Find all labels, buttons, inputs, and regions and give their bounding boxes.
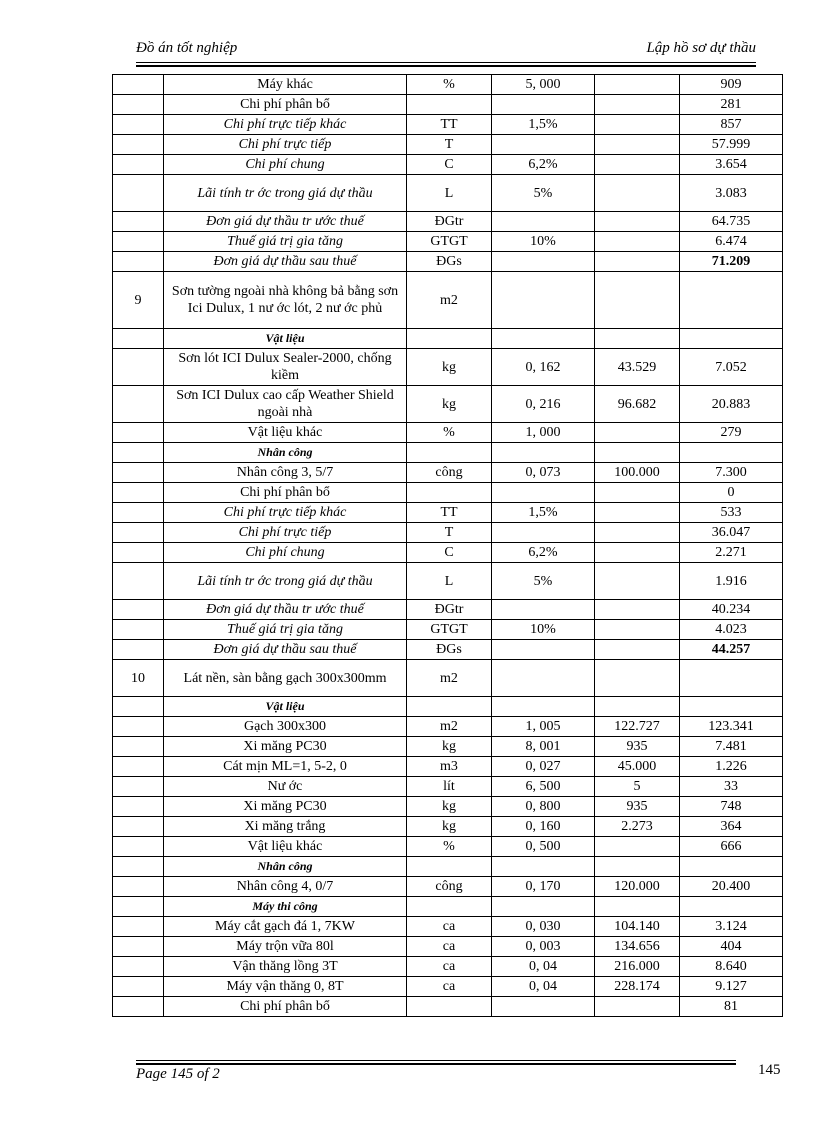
table-row [113, 937, 783, 957]
cell-unit-price [595, 600, 680, 620]
table-row [113, 115, 783, 135]
cell-description: Nhân công [164, 857, 407, 877]
cell-no: 10 [113, 660, 164, 697]
cell-amount: 33 [680, 777, 783, 797]
cell-description: Máy thi công [164, 897, 407, 917]
cost-estimate-table-body [113, 75, 783, 1017]
cell-unit: ca [407, 917, 492, 937]
cell-quantity [492, 329, 595, 349]
cell-description: Chi phí chung [164, 543, 407, 563]
cell-amount: 20.400 [680, 877, 783, 897]
cell-description: Gạch 300x300 [164, 717, 407, 737]
cell-description: Chi phí trực tiếp khác [164, 115, 407, 135]
table-row [113, 797, 783, 817]
cell-amount: 857 [680, 115, 783, 135]
cell-quantity [492, 997, 595, 1017]
table-row [113, 660, 783, 697]
cell-unit: kg [407, 349, 492, 386]
cell-description: Máy vận thăng 0, 8T [164, 977, 407, 997]
cell-description: Vật liệu khác [164, 837, 407, 857]
cell-unit-price: 122.727 [595, 717, 680, 737]
cell-description: Chi phí chung [164, 155, 407, 175]
cell-unit: GTGT [407, 232, 492, 252]
cell-quantity: 0, 003 [492, 937, 595, 957]
table-row [113, 620, 783, 640]
table-row [113, 957, 783, 977]
cell-unit [407, 857, 492, 877]
cell-unit: m2 [407, 660, 492, 697]
cell-unit [407, 329, 492, 349]
cell-unit: kg [407, 737, 492, 757]
cell-quantity: 5, 000 [492, 75, 595, 95]
table-row [113, 212, 783, 232]
cell-description: Đơn giá dự thầu tr ước thuế [164, 600, 407, 620]
cell-quantity [492, 95, 595, 115]
cell-description: Máy cắt gạch đá 1, 7KW [164, 917, 407, 937]
cell-amount: 281 [680, 95, 783, 115]
table-row [113, 523, 783, 543]
cell-quantity [492, 483, 595, 503]
cell-description: Vận thăng lồng 3T [164, 957, 407, 977]
cell-amount: 2.271 [680, 543, 783, 563]
cell-amount [680, 660, 783, 697]
table-row [113, 443, 783, 463]
cell-unit: ĐGs [407, 252, 492, 272]
cell-no [113, 897, 164, 917]
cell-unit-price [595, 155, 680, 175]
cell-no [113, 977, 164, 997]
cell-description: Nư ớc [164, 777, 407, 797]
cell-amount: 36.047 [680, 523, 783, 543]
cell-no: 9 [113, 272, 164, 329]
table-row [113, 386, 783, 423]
cell-quantity [492, 212, 595, 232]
cell-unit-price [595, 543, 680, 563]
cell-unit-price [595, 697, 680, 717]
cell-description: Thuế giá trị gia tăng [164, 620, 407, 640]
table-row [113, 543, 783, 563]
cell-quantity [492, 523, 595, 543]
cell-unit: ĐGtr [407, 212, 492, 232]
cell-description: Sơn lót ICI Dulux Sealer-2000, chống kiềm [164, 349, 407, 386]
cell-no [113, 483, 164, 503]
cell-unit-price: 935 [595, 797, 680, 817]
cell-unit-price: 2.273 [595, 817, 680, 837]
cell-quantity: 0, 160 [492, 817, 595, 837]
cell-no [113, 857, 164, 877]
cell-quantity: 1, 000 [492, 423, 595, 443]
cell-unit-price [595, 232, 680, 252]
cell-unit-price [595, 857, 680, 877]
table-row [113, 897, 783, 917]
cell-description: Vật liệu [164, 329, 407, 349]
cell-quantity: 0, 500 [492, 837, 595, 857]
cell-quantity: 0, 04 [492, 977, 595, 997]
table-row [113, 977, 783, 997]
cell-quantity: 0, 800 [492, 797, 595, 817]
cell-amount: 7.300 [680, 463, 783, 483]
cost-estimate-table [112, 74, 783, 1017]
cell-amount: 8.640 [680, 957, 783, 977]
cell-amount: 364 [680, 817, 783, 837]
cell-amount: 1.226 [680, 757, 783, 777]
cell-unit [407, 997, 492, 1017]
cell-quantity: 0, 04 [492, 957, 595, 977]
cell-quantity [492, 640, 595, 660]
cell-no [113, 543, 164, 563]
table-row [113, 503, 783, 523]
cell-amount: 9.127 [680, 977, 783, 997]
cell-unit-price [595, 423, 680, 443]
cell-unit-price: 120.000 [595, 877, 680, 897]
cell-unit: m3 [407, 757, 492, 777]
cell-amount: 279 [680, 423, 783, 443]
cell-unit-price [595, 523, 680, 543]
cell-unit-price: 228.174 [595, 977, 680, 997]
cell-no [113, 937, 164, 957]
cell-amount: 748 [680, 797, 783, 817]
cell-amount: 533 [680, 503, 783, 523]
footer-rule-thick [136, 1063, 736, 1065]
cell-unit [407, 443, 492, 463]
cell-no [113, 697, 164, 717]
footer-page-label: Page 145 of 2 [136, 1066, 220, 1082]
cell-no [113, 917, 164, 937]
cell-unit: T [407, 135, 492, 155]
cell-quantity: 0, 162 [492, 349, 595, 386]
cell-unit [407, 897, 492, 917]
cell-description: Sơn tường ngoài nhà không bả bằng sơn Ici Dulux, 1 nư ớc lót, 2 nư ớc phủ [164, 272, 407, 329]
cell-unit: công [407, 463, 492, 483]
cell-description: Xi măng trắng [164, 817, 407, 837]
cell-quantity: 6,2% [492, 155, 595, 175]
cell-quantity [492, 135, 595, 155]
cell-description: Cát mịn ML=1, 5-2, 0 [164, 757, 407, 777]
cell-amount: 666 [680, 837, 783, 857]
cell-quantity: 10% [492, 232, 595, 252]
cell-no [113, 563, 164, 600]
cell-unit [407, 697, 492, 717]
cell-description: Đơn giá dự thầu sau thuế [164, 640, 407, 660]
table-row [113, 135, 783, 155]
cell-quantity: 1,5% [492, 503, 595, 523]
cell-amount: 7.481 [680, 737, 783, 757]
cell-amount: 909 [680, 75, 783, 95]
cell-amount [680, 697, 783, 717]
cell-unit-price [595, 563, 680, 600]
cell-no [113, 620, 164, 640]
cell-amount: 123.341 [680, 717, 783, 737]
cell-amount [680, 272, 783, 329]
table-row [113, 483, 783, 503]
table-row [113, 95, 783, 115]
table-row [113, 997, 783, 1017]
cell-amount [680, 897, 783, 917]
cell-quantity [492, 857, 595, 877]
cell-amount: 7.052 [680, 349, 783, 386]
cell-unit-price [595, 837, 680, 857]
cell-amount: 81 [680, 997, 783, 1017]
cell-unit: C [407, 155, 492, 175]
cell-no [113, 463, 164, 483]
cell-no [113, 443, 164, 463]
cell-no [113, 349, 164, 386]
cell-unit-price [595, 252, 680, 272]
cell-no [113, 386, 164, 423]
header-rule [136, 62, 756, 63]
table-row [113, 837, 783, 857]
cell-amount: 404 [680, 937, 783, 957]
cell-unit-price [595, 75, 680, 95]
cell-quantity [492, 897, 595, 917]
cell-no [113, 757, 164, 777]
cell-quantity: 5% [492, 175, 595, 212]
cell-unit-price [595, 620, 680, 640]
cell-unit: L [407, 563, 492, 600]
cell-unit-price [595, 272, 680, 329]
cell-amount: 1.916 [680, 563, 783, 600]
cell-no [113, 503, 164, 523]
cell-unit-price [595, 443, 680, 463]
cell-description: Nhân công 3, 5/7 [164, 463, 407, 483]
cell-no [113, 329, 164, 349]
cell-amount: 3.124 [680, 917, 783, 937]
footer-rule [136, 1060, 736, 1061]
cell-unit: % [407, 423, 492, 443]
cell-unit: TT [407, 115, 492, 135]
cell-description: Xi măng PC30 [164, 737, 407, 757]
table-row [113, 877, 783, 897]
cell-quantity [492, 600, 595, 620]
header-left-title: Đồ án tốt nghiệp [136, 40, 238, 56]
cell-quantity [492, 697, 595, 717]
cell-quantity: 8, 001 [492, 737, 595, 757]
cell-unit-price: 96.682 [595, 386, 680, 423]
cell-amount: 57.999 [680, 135, 783, 155]
cell-unit-price [595, 212, 680, 232]
cell-unit: ca [407, 957, 492, 977]
cell-unit-price [595, 660, 680, 697]
cell-description: Máy trộn vữa 80l [164, 937, 407, 957]
cell-no [113, 877, 164, 897]
cell-no [113, 155, 164, 175]
cell-amount: 71.209 [680, 252, 783, 272]
cell-description: Vật liệu khác [164, 423, 407, 443]
table-row [113, 272, 783, 329]
cell-no [113, 115, 164, 135]
table-row [113, 349, 783, 386]
cell-unit: m2 [407, 717, 492, 737]
cell-unit-price [595, 115, 680, 135]
cell-amount: 0 [680, 483, 783, 503]
cell-quantity: 0, 170 [492, 877, 595, 897]
table-row [113, 175, 783, 212]
cell-no [113, 175, 164, 212]
cell-unit: lít [407, 777, 492, 797]
cell-unit: C [407, 543, 492, 563]
cell-quantity: 1,5% [492, 115, 595, 135]
cell-no [113, 640, 164, 660]
cell-description: Chi phí phân bổ [164, 997, 407, 1017]
cell-unit: TT [407, 503, 492, 523]
cell-quantity: 10% [492, 620, 595, 640]
cell-quantity: 0, 216 [492, 386, 595, 423]
cell-unit: kg [407, 797, 492, 817]
cell-description: Đơn giá dự thầu sau thuế [164, 252, 407, 272]
cell-no [113, 717, 164, 737]
cell-unit-price: 104.140 [595, 917, 680, 937]
cell-unit: GTGT [407, 620, 492, 640]
cell-unit [407, 483, 492, 503]
cell-unit-price [595, 997, 680, 1017]
cell-no [113, 997, 164, 1017]
cell-description: Lát nền, sàn bằng gạch 300x300mm [164, 660, 407, 697]
cell-description: Vật liệu [164, 697, 407, 717]
table-row [113, 777, 783, 797]
cell-unit-price [595, 897, 680, 917]
cell-quantity: 1, 005 [492, 717, 595, 737]
cell-amount: 20.883 [680, 386, 783, 423]
cell-description: Chi phí trực tiếp [164, 135, 407, 155]
footer-page-number: 145 [758, 1062, 781, 1078]
table-row [113, 252, 783, 272]
cell-amount: 6.474 [680, 232, 783, 252]
cell-amount: 64.735 [680, 212, 783, 232]
cell-description: Lãi tính tr ớc trong giá dự thầu [164, 175, 407, 212]
cell-description: Đơn giá dự thầu tr ước thuế [164, 212, 407, 232]
cell-description: Sơn ICI Dulux cao cấp Weather Shield ngoài nhà [164, 386, 407, 423]
cell-no [113, 423, 164, 443]
header-rule-thick [136, 65, 756, 67]
table-row [113, 423, 783, 443]
cell-description: Máy khác [164, 75, 407, 95]
cell-quantity [492, 252, 595, 272]
cell-amount [680, 329, 783, 349]
cell-unit-price [595, 503, 680, 523]
cell-unit-price: 935 [595, 737, 680, 757]
table-row [113, 600, 783, 620]
table-row [113, 697, 783, 717]
cell-unit-price [595, 640, 680, 660]
cell-unit-price: 5 [595, 777, 680, 797]
cell-no [113, 523, 164, 543]
cell-quantity: 0, 030 [492, 917, 595, 937]
cell-unit: ĐGtr [407, 600, 492, 620]
cell-unit: kg [407, 817, 492, 837]
table-row [113, 75, 783, 95]
cell-unit [407, 95, 492, 115]
cell-description: Lãi tính tr ớc trong giá dự thầu [164, 563, 407, 600]
cell-quantity [492, 272, 595, 329]
cell-amount [680, 443, 783, 463]
cell-unit-price [595, 135, 680, 155]
cell-description: Chi phí trực tiếp khác [164, 503, 407, 523]
cell-unit: ca [407, 937, 492, 957]
table-row [113, 917, 783, 937]
cell-unit: công [407, 877, 492, 897]
cell-amount: 44.257 [680, 640, 783, 660]
cell-unit: T [407, 523, 492, 543]
cell-unit-price: 100.000 [595, 463, 680, 483]
cell-unit-price: 134.656 [595, 937, 680, 957]
cell-no [113, 75, 164, 95]
cell-no [113, 777, 164, 797]
cell-unit-price [595, 175, 680, 212]
cell-unit: ĐGs [407, 640, 492, 660]
cell-description: Thuế giá trị gia tăng [164, 232, 407, 252]
cell-description: Nhân công 4, 0/7 [164, 877, 407, 897]
table-row [113, 232, 783, 252]
table-row [113, 737, 783, 757]
cell-no [113, 837, 164, 857]
cell-no [113, 957, 164, 977]
cell-no [113, 135, 164, 155]
cell-unit-price: 45.000 [595, 757, 680, 777]
cell-amount [680, 857, 783, 877]
table-row [113, 563, 783, 600]
table-row [113, 463, 783, 483]
table-row [113, 155, 783, 175]
cell-unit-price: 216.000 [595, 957, 680, 977]
header-right-title: Lập hồ sơ dự thầu [646, 40, 756, 56]
cell-quantity [492, 660, 595, 697]
cell-amount: 40.234 [680, 600, 783, 620]
cell-no [113, 600, 164, 620]
cell-unit: ca [407, 977, 492, 997]
cell-unit-price [595, 483, 680, 503]
cell-quantity: 6, 500 [492, 777, 595, 797]
table-row [113, 640, 783, 660]
cell-no [113, 232, 164, 252]
cell-description: Xi măng PC30 [164, 797, 407, 817]
cell-description: Chi phí phân bổ [164, 483, 407, 503]
cell-description: Nhân công [164, 443, 407, 463]
cell-unit-price [595, 95, 680, 115]
cell-amount: 3.654 [680, 155, 783, 175]
cell-unit: m2 [407, 272, 492, 329]
cell-unit-price [595, 329, 680, 349]
cell-amount: 4.023 [680, 620, 783, 640]
cell-unit: L [407, 175, 492, 212]
cell-quantity [492, 443, 595, 463]
table-row [113, 329, 783, 349]
cell-amount: 3.083 [680, 175, 783, 212]
cell-no [113, 252, 164, 272]
cell-description: Chi phí trực tiếp [164, 523, 407, 543]
cell-no [113, 95, 164, 115]
cell-unit-price: 43.529 [595, 349, 680, 386]
table-row [113, 757, 783, 777]
table-row [113, 717, 783, 737]
cell-quantity: 0, 073 [492, 463, 595, 483]
cell-no [113, 797, 164, 817]
cell-unit: % [407, 837, 492, 857]
cell-no [113, 212, 164, 232]
cell-quantity: 5% [492, 563, 595, 600]
cell-description: Chi phí phân bổ [164, 95, 407, 115]
table-row [113, 817, 783, 837]
cell-no [113, 737, 164, 757]
cell-quantity: 0, 027 [492, 757, 595, 777]
cell-no [113, 817, 164, 837]
cell-unit: kg [407, 386, 492, 423]
cell-unit: % [407, 75, 492, 95]
cell-quantity: 6,2% [492, 543, 595, 563]
table-row [113, 857, 783, 877]
